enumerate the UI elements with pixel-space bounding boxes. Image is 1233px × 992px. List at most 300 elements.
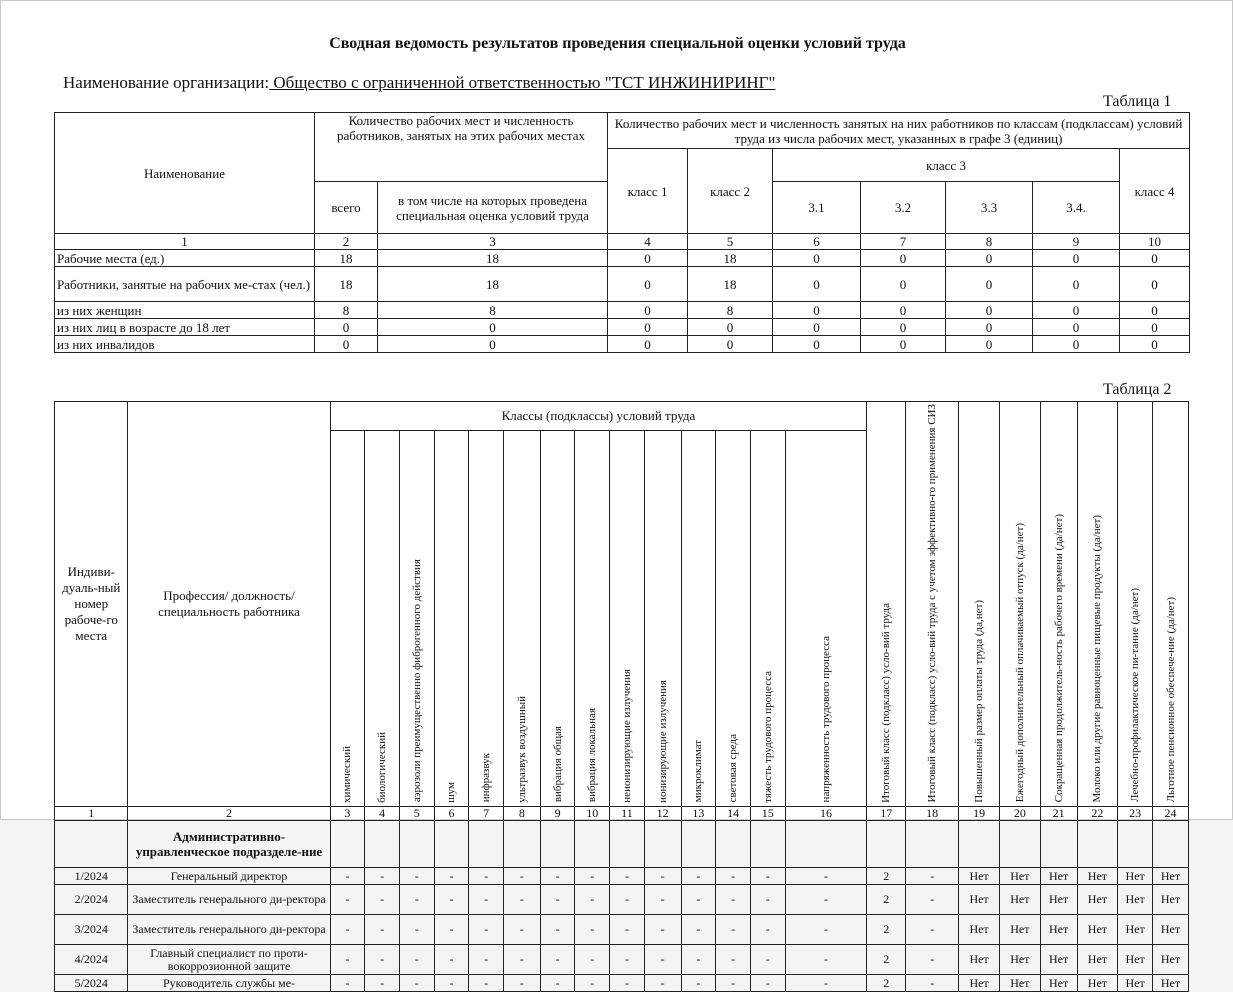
t2-colnum: 14	[716, 807, 751, 821]
t2-colnum: 24	[1153, 807, 1189, 821]
organization-name: Общество с ограниченной ответственностью "ТСТ ИНЖИНИРИНГ"	[269, 73, 776, 92]
t2-empty-cell	[434, 821, 469, 868]
t2-benefit-cell: Нет	[1040, 915, 1077, 945]
t2-empty-cell	[716, 821, 751, 868]
t2-factor-cell: -	[716, 915, 751, 945]
t2-factor-cell: -	[469, 868, 504, 885]
table-row	[55, 915, 1189, 945]
t2-header-final-text: Итоговый класс (подкласс) усло-вий труда	[880, 602, 893, 803]
t1-cell: 0	[688, 319, 773, 336]
t1-colnum: 1	[55, 234, 315, 250]
t2-factor-cell: -	[434, 975, 469, 992]
t1-header-class-group: Количество рабочих мест и численность занятых на них работников по классам (подклассам) условий труда из числа рабочих мест, указанных в графе 3 (единиц)	[608, 113, 1190, 149]
t1-cell: 0	[608, 319, 688, 336]
t2-factor-text: микроклимат	[692, 740, 705, 803]
table-row	[55, 302, 1190, 319]
t2-empty-cell	[399, 821, 434, 868]
t2-benefit-cell: Нет	[999, 975, 1040, 992]
t1-header-c31: 3.1	[773, 182, 861, 234]
t2-factor-cell: -	[750, 885, 785, 915]
t2-factor-cell: -	[610, 945, 645, 975]
t1-row-name: из них женщин	[55, 302, 315, 319]
t2-header-pay-text: Повышенный размер оплаты труда (да,нет)	[973, 599, 986, 803]
t2-factor-cell: -	[399, 915, 434, 945]
t2-factor-cell: -	[434, 915, 469, 945]
t2-benefit-cell: Нет	[999, 885, 1040, 915]
t2-header-final-siz-text: Итоговый класс (подкласс) усло-вий труда с учетом эффективно-го применения СИЗ	[926, 404, 939, 803]
t1-cell: 0	[315, 319, 378, 336]
t2-factor-cell: -	[681, 885, 716, 915]
t1-cell: 0	[315, 336, 378, 353]
t1-cell: 0	[946, 319, 1033, 336]
t1-header-class2: класс 2	[688, 149, 773, 234]
t1-cell: 0	[1120, 250, 1190, 267]
t1-colnum: 8	[946, 234, 1033, 250]
t2-benefit-cell: Нет	[999, 945, 1040, 975]
t2-benefit-cell: Нет	[959, 868, 1000, 885]
t2-factor-cell: -	[469, 885, 504, 915]
t2-colnum: 4	[365, 807, 400, 821]
t2-empty-cell	[681, 821, 716, 868]
t1-cell: 0	[773, 319, 861, 336]
summary-table	[54, 112, 1190, 353]
t2-colnum: 13	[681, 807, 716, 821]
t2-factor-cell: -	[469, 975, 504, 992]
t1-cell: 0	[608, 302, 688, 319]
t1-cell: 0	[1033, 336, 1120, 353]
t1-cell: 18	[378, 250, 608, 267]
t2-colnum: 10	[575, 807, 610, 821]
t1-cell: 0	[946, 302, 1033, 319]
t2-colnum: 23	[1118, 807, 1153, 821]
t2-factor-cell: -	[399, 945, 434, 975]
t1-cell: 0	[688, 336, 773, 353]
t2-factor-cell: -	[330, 915, 365, 945]
t1-colnum: 10	[1120, 234, 1190, 250]
t2-factor-cell: -	[750, 945, 785, 975]
t2-header-profession: Профессия/ должность/ специальность работника	[128, 402, 330, 807]
t2-factor-text: химический	[341, 745, 354, 803]
t2-header-final	[867, 402, 906, 807]
t2-profession: Заместитель генерального ди-ректора	[128, 885, 330, 915]
t2-final-class: 2	[867, 945, 906, 975]
t1-cell: 8	[688, 302, 773, 319]
t2-profession: Заместитель генерального ди-ректора	[128, 915, 330, 945]
t2-header-hours-text: Сокращенная продолжитель-ность рабочего времени (да/нет)	[1052, 514, 1065, 803]
t2-factor-header	[785, 430, 867, 807]
t2-factor-cell: -	[785, 868, 867, 885]
t2-factor-cell: -	[365, 868, 400, 885]
t2-empty-cell	[1040, 821, 1077, 868]
t1-header-name: Наименование	[55, 113, 315, 234]
t2-factor-cell: -	[399, 885, 434, 915]
t2-factor-text: тяжесть трудового процесса	[761, 670, 774, 803]
t2-final-class: 2	[867, 885, 906, 915]
t2-empty-cell	[504, 821, 541, 868]
t2-benefit-cell: Нет	[1040, 945, 1077, 975]
t2-factor-cell: -	[434, 945, 469, 975]
t2-factor-cell: -	[716, 868, 751, 885]
t2-colnum: 2	[128, 807, 330, 821]
t2-factor-text: ионизирующие излучения	[656, 679, 669, 803]
t1-cell: 0	[1120, 319, 1190, 336]
t1-cell: 18	[315, 267, 378, 302]
t2-colnum: 8	[504, 807, 541, 821]
t2-factor-text: световая среда	[727, 734, 740, 803]
t2-factor-cell: -	[785, 945, 867, 975]
t1-colnum: 7	[861, 234, 946, 250]
t2-colnum: 3	[330, 807, 365, 821]
t2-benefit-cell: Нет	[1118, 868, 1153, 885]
t2-factor-cell: -	[504, 915, 541, 945]
t2-colnum: 9	[540, 807, 575, 821]
t2-colnum: 6	[434, 807, 469, 821]
t2-factor-cell: -	[785, 915, 867, 945]
t2-colnum: 22	[1077, 807, 1118, 821]
t2-benefit-cell: Нет	[1118, 975, 1153, 992]
table-row	[55, 885, 1189, 915]
t1-cell: 0	[773, 302, 861, 319]
table-row	[55, 868, 1189, 885]
organization-label: Наименование организации:	[63, 73, 270, 92]
t2-benefit-cell: Нет	[1077, 868, 1118, 885]
t2-profession: Руководитель службы ме-	[128, 975, 330, 992]
table2-caption: Таблица 2	[1103, 381, 1172, 398]
t1-header-assessed: в том числе на которых проведена специальная оценка условий труда	[378, 182, 608, 234]
t2-factor-cell: -	[750, 915, 785, 945]
t2-empty-cell	[540, 821, 575, 868]
organization-line	[63, 73, 775, 93]
t2-empty-cell	[644, 821, 681, 868]
t2-header-pension-text: Льготное пенсионное обеспече-ние (да/нет)	[1164, 597, 1177, 803]
t1-colnum: 9	[1033, 234, 1120, 250]
t2-factor-cell: -	[610, 915, 645, 945]
t2-factor-cell: -	[540, 868, 575, 885]
workplaces-table	[54, 401, 1189, 992]
t2-header-leave-text: Ежегодный дополнительный оплачиваемый отпуск (да/нет)	[1013, 523, 1026, 803]
t2-factor-cell: -	[504, 868, 541, 885]
t2-header-food	[1118, 402, 1153, 807]
t2-factor-header	[540, 430, 575, 807]
t1-cell: 0	[946, 250, 1033, 267]
t2-factor-header	[330, 430, 365, 807]
t2-header-pay	[959, 402, 1000, 807]
t2-empty-cell	[906, 821, 959, 868]
table-row	[55, 336, 1190, 353]
t2-factor-header	[469, 430, 504, 807]
t1-cell: 0	[608, 336, 688, 353]
t2-benefit-cell: Нет	[1118, 915, 1153, 945]
t1-cell: 18	[688, 250, 773, 267]
t2-factor-cell: -	[785, 975, 867, 992]
t1-cell: 0	[1033, 250, 1120, 267]
t1-cell: 18	[378, 267, 608, 302]
t1-cell: 0	[608, 250, 688, 267]
t2-factor-cell: -	[575, 885, 610, 915]
t2-factor-header	[716, 430, 751, 807]
t1-cell: 0	[1120, 302, 1190, 319]
t2-factor-text: неионизирующие излучения	[620, 668, 633, 803]
t2-factor-cell: -	[540, 945, 575, 975]
t2-factor-cell: -	[681, 945, 716, 975]
t1-cell: 8	[315, 302, 378, 319]
t1-cell: 0	[1120, 267, 1190, 302]
t2-colnum: 12	[644, 807, 681, 821]
t2-factor-cell: -	[330, 868, 365, 885]
t1-cell: 0	[773, 336, 861, 353]
t2-factor-cell: -	[610, 885, 645, 915]
t2-benefit-cell: Нет	[959, 885, 1000, 915]
table-row	[55, 319, 1190, 336]
t2-factor-cell: -	[785, 885, 867, 915]
table-row	[55, 945, 1189, 975]
t2-factor-text: инфразвук	[480, 753, 493, 803]
t2-colnum: 17	[867, 807, 906, 821]
t2-empty-cell	[55, 821, 128, 868]
t2-factor-text: шум	[445, 781, 458, 803]
t2-benefit-cell: Нет	[1118, 945, 1153, 975]
t2-factor-text: вибрация общая	[551, 726, 564, 803]
t2-empty-cell	[750, 821, 785, 868]
t2-benefit-cell: Нет	[1077, 915, 1118, 945]
t2-factor-cell: -	[681, 915, 716, 945]
t2-benefit-cell: Нет	[1153, 945, 1189, 975]
t2-factor-header	[504, 430, 541, 807]
t2-benefit-cell: Нет	[1077, 885, 1118, 915]
t2-factor-cell: -	[504, 945, 541, 975]
document-title: Сводная ведомость результатов проведения специальной оценки условий труда	[329, 35, 906, 52]
t2-benefit-cell: Нет	[1153, 975, 1189, 992]
t2-factor-cell: -	[644, 975, 681, 992]
t2-factor-header	[365, 430, 400, 807]
t2-factor-cell: -	[330, 975, 365, 992]
t2-colnum: 7	[469, 807, 504, 821]
t1-cell: 0	[946, 336, 1033, 353]
t2-final-class: 2	[867, 915, 906, 945]
t2-factor-cell: -	[365, 915, 400, 945]
t2-header-milk	[1077, 402, 1118, 807]
t2-benefit-cell: Нет	[1040, 885, 1077, 915]
t2-factor-cell: -	[575, 945, 610, 975]
t2-factor-text: биологический	[376, 731, 389, 803]
t2-benefit-cell: Нет	[1118, 885, 1153, 915]
table1-caption: Таблица 1	[1103, 93, 1172, 110]
table-row	[55, 267, 1190, 302]
t2-benefit-cell: Нет	[959, 915, 1000, 945]
t2-colnum: 19	[959, 807, 1000, 821]
t1-cell: 18	[315, 250, 378, 267]
t2-factor-cell: -	[469, 945, 504, 975]
t2-factor-cell: -	[681, 868, 716, 885]
t2-header-classes: Классы (подклассы) условий труда	[330, 402, 867, 431]
t2-empty-cell	[1077, 821, 1118, 868]
t1-header-class4: класс 4	[1120, 149, 1190, 234]
t2-factor-text: вибрация локальная	[586, 708, 599, 803]
t2-benefit-cell: Нет	[999, 868, 1040, 885]
t2-workplace-id: 3/2024	[55, 915, 128, 945]
t2-factor-cell: -	[644, 885, 681, 915]
t1-cell: 0	[1033, 319, 1120, 336]
t2-factor-cell: -	[365, 945, 400, 975]
t2-empty-cell	[785, 821, 867, 868]
t1-cell: 0	[1033, 267, 1120, 302]
t1-header-c32: 3.2	[861, 182, 946, 234]
t2-empty-cell	[365, 821, 400, 868]
t2-colnum: 11	[610, 807, 645, 821]
t1-cell: 0	[773, 250, 861, 267]
t2-section-title: Административно-управленческое подразделе-ние	[128, 821, 330, 868]
t2-factor-cell: -	[434, 885, 469, 915]
t2-factor-cell: -	[575, 915, 610, 945]
t1-cell: 18	[688, 267, 773, 302]
t2-profession: Генеральный директор	[128, 868, 330, 885]
t2-factor-cell: -	[540, 915, 575, 945]
t1-cell: 0	[861, 267, 946, 302]
t2-colnum: 5	[399, 807, 434, 821]
t1-cell: 0	[861, 250, 946, 267]
t2-final-class-siz: -	[906, 868, 959, 885]
t1-header-c34: 3.4.	[1033, 182, 1120, 234]
t1-row-name: из них лиц в возрасте до 18 лет	[55, 319, 315, 336]
t2-benefit-cell: Нет	[1153, 868, 1189, 885]
t2-final-class-siz: -	[906, 975, 959, 992]
t2-colnum: 15	[750, 807, 785, 821]
t2-factor-cell: -	[330, 885, 365, 915]
t2-benefit-cell: Нет	[1077, 975, 1118, 992]
t2-factor-cell: -	[330, 945, 365, 975]
t2-final-class-siz: -	[906, 885, 959, 915]
t2-factor-cell: -	[610, 868, 645, 885]
t2-profession: Главный специалист по проти-вокоррозионной защите	[128, 945, 330, 975]
t2-factor-header	[610, 430, 645, 807]
t2-empty-cell	[999, 821, 1040, 868]
t2-header-pension	[1153, 402, 1189, 807]
t1-cell: 0	[378, 336, 608, 353]
t2-empty-cell	[1153, 821, 1189, 868]
t2-empty-cell	[1118, 821, 1153, 868]
t2-benefit-cell: Нет	[1153, 885, 1189, 915]
t2-factor-cell: -	[610, 975, 645, 992]
t2-final-class-siz: -	[906, 915, 959, 945]
t2-factor-cell: -	[716, 975, 751, 992]
t2-benefit-cell: Нет	[1153, 915, 1189, 945]
t2-benefit-cell: Нет	[999, 915, 1040, 945]
t2-header-milk-text: Молоко или другие равноценные пищевые продукты (да/нет)	[1091, 514, 1104, 803]
t1-cell: 0	[1120, 336, 1190, 353]
t2-factor-header	[681, 430, 716, 807]
t2-benefit-cell: Нет	[959, 975, 1000, 992]
t1-cell: 0	[861, 319, 946, 336]
t2-factor-header	[750, 430, 785, 807]
t2-colnum: 21	[1040, 807, 1077, 821]
t1-colnum: 4	[608, 234, 688, 250]
t2-factor-cell: -	[750, 868, 785, 885]
t1-header-c33: 3.3	[946, 182, 1033, 234]
t2-section-row	[55, 821, 1189, 868]
t1-header-total: всего	[315, 182, 378, 234]
t2-colnum: 1	[55, 807, 128, 821]
t2-benefit-cell: Нет	[959, 945, 1000, 975]
t1-cell: 0	[1033, 302, 1120, 319]
t2-factor-cell: -	[644, 868, 681, 885]
t1-cell: 0	[773, 267, 861, 302]
t2-factor-text: аэрозоли преимущественно фиброгенного действия	[410, 559, 423, 803]
t2-factor-header	[434, 430, 469, 807]
t1-cell: 8	[378, 302, 608, 319]
t2-final-class: 2	[867, 975, 906, 992]
t1-header-class1: класс 1	[608, 149, 688, 234]
t2-workplace-id: 1/2024	[55, 868, 128, 885]
t2-factor-text: напряженность трудового процесса	[819, 636, 832, 803]
t2-benefit-cell: Нет	[1077, 945, 1118, 975]
t2-final-class-siz: -	[906, 945, 959, 975]
t2-empty-cell	[330, 821, 365, 868]
table-row	[55, 250, 1190, 267]
t1-colnum: 5	[688, 234, 773, 250]
t1-cell: 0	[608, 267, 688, 302]
t2-header-id: Индиви-дуаль-ный номер рабоче-го места	[55, 402, 128, 807]
t1-row-name: из них инвалидов	[55, 336, 315, 353]
t1-row-name: Работники, занятые на рабочих ме-стах (чел.)	[55, 267, 315, 302]
t2-empty-cell	[575, 821, 610, 868]
t2-header-food-text: Лечебно-профилактическое пи-тание (да/нет)	[1129, 588, 1142, 803]
t2-factor-cell: -	[469, 915, 504, 945]
t1-header-count-group: Количество рабочих мест и численность работников, занятых на этих рабочих местах	[315, 113, 608, 182]
t2-factor-text: ультразвук воздушный	[515, 695, 528, 803]
t2-factor-cell: -	[540, 885, 575, 915]
t2-header-leave	[999, 402, 1040, 807]
t2-factor-cell: -	[644, 945, 681, 975]
t2-benefit-cell: Нет	[1040, 868, 1077, 885]
t1-cell: 0	[861, 302, 946, 319]
t2-colnum: 16	[785, 807, 867, 821]
t2-factor-header	[399, 430, 434, 807]
t2-factor-cell: -	[716, 945, 751, 975]
t1-cell: 0	[861, 336, 946, 353]
t2-factor-cell: -	[750, 975, 785, 992]
t1-colnum: 3	[378, 234, 608, 250]
t2-workplace-id: 2/2024	[55, 885, 128, 915]
t1-colnum: 6	[773, 234, 861, 250]
t2-factor-header	[575, 430, 610, 807]
t2-empty-cell	[610, 821, 645, 868]
t1-row-name: Рабочие места (ед.)	[55, 250, 315, 267]
t2-workplace-id: 4/2024	[55, 945, 128, 975]
t1-cell: 0	[946, 267, 1033, 302]
t1-header-class3: класс 3	[773, 149, 1120, 182]
t2-colnum: 20	[999, 807, 1040, 821]
t2-factor-cell: -	[540, 975, 575, 992]
t2-factor-cell: -	[681, 975, 716, 992]
t2-empty-cell	[959, 821, 1000, 868]
t2-header-hours	[1040, 402, 1077, 807]
t2-colnum: 18	[906, 807, 959, 821]
t2-factor-cell: -	[504, 975, 541, 992]
t1-cell: 0	[378, 319, 608, 336]
t2-empty-cell	[469, 821, 504, 868]
t2-benefit-cell: Нет	[1040, 975, 1077, 992]
table-row	[55, 975, 1189, 992]
t2-workplace-id: 5/2024	[55, 975, 128, 992]
t2-factor-cell: -	[365, 975, 400, 992]
t2-factor-cell: -	[644, 915, 681, 945]
t2-factor-cell: -	[504, 885, 541, 915]
t2-empty-cell	[867, 821, 906, 868]
t2-factor-cell: -	[575, 868, 610, 885]
t2-colnum-row	[55, 807, 1189, 821]
t2-factor-cell: -	[716, 885, 751, 915]
t2-final-class: 2	[867, 868, 906, 885]
